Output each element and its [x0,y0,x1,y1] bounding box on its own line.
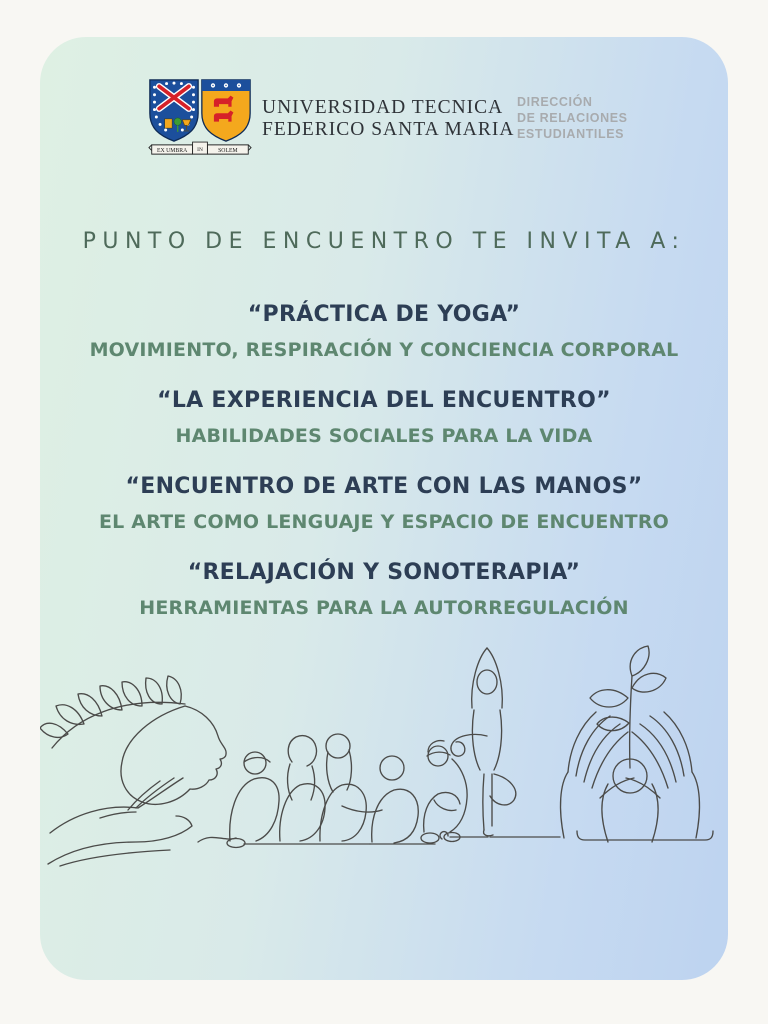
department-name [517,94,628,142]
activity-title: “LA EXPERIENCIA DEL ENCUENTRO” [157,388,611,413]
activity-subtitle: HERRAMIENTAS PARA LA AUTORREGULACIÓN [139,597,629,619]
activity-title: “RELAJACIÓN Y SONOTERAPIA” [187,560,581,585]
activity-arte-manos [99,473,669,535]
department-line1: DIRECCIÓN [517,95,593,109]
activity-experiencia-encuentro [157,387,611,449]
university-crest-logo [148,78,252,166]
group-sitting-people-icon [198,734,467,848]
activity-yoga [90,301,679,363]
crest-left-shield [150,80,198,141]
department-line3: ESTUDIANTILES [517,127,625,141]
hands-holding-face-laurel-icon [40,676,226,866]
poster-card [40,37,728,980]
line-art-illustrations [40,628,728,878]
yoga-tree-pose-icon [440,648,560,839]
crest-motto-mid: IN [197,146,203,153]
activity-subtitle: MOVIMIENTO, RESPIRACIÓN Y CONCIENCIA CORPORAL [89,339,679,361]
activities-list [40,301,728,645]
crest-motto-left: EX UMBRA [157,147,188,154]
activity-title: “ENCUENTRO DE ARTE CON LAS MANOS” [125,474,643,499]
activity-relajacion-sonoterapia [139,559,628,621]
university-name-line2: FEDERICO SANTA MARIA [262,119,515,140]
crest-motto-right: SOLEM [218,147,238,154]
university-name-line1: UNIVERSIDAD TECNICA [262,97,504,118]
activity-title: “PRÁCTICA DE YOGA” [247,302,521,327]
crest-right-shield [202,80,250,141]
hands-cupping-plant-icon [561,646,713,842]
crest-motto-banner [149,142,251,154]
university-name [262,97,514,141]
headline: PUNTO DE ENCUENTRO TE INVITA A: [82,229,686,254]
activity-subtitle: EL ARTE COMO LENGUAJE Y ESPACIO DE ENCUENTRO [98,511,670,533]
department-line2: DE RELACIONES [517,111,628,125]
activity-subtitle: HABILIDADES SOCIALES PARA LA VIDA [175,425,593,447]
